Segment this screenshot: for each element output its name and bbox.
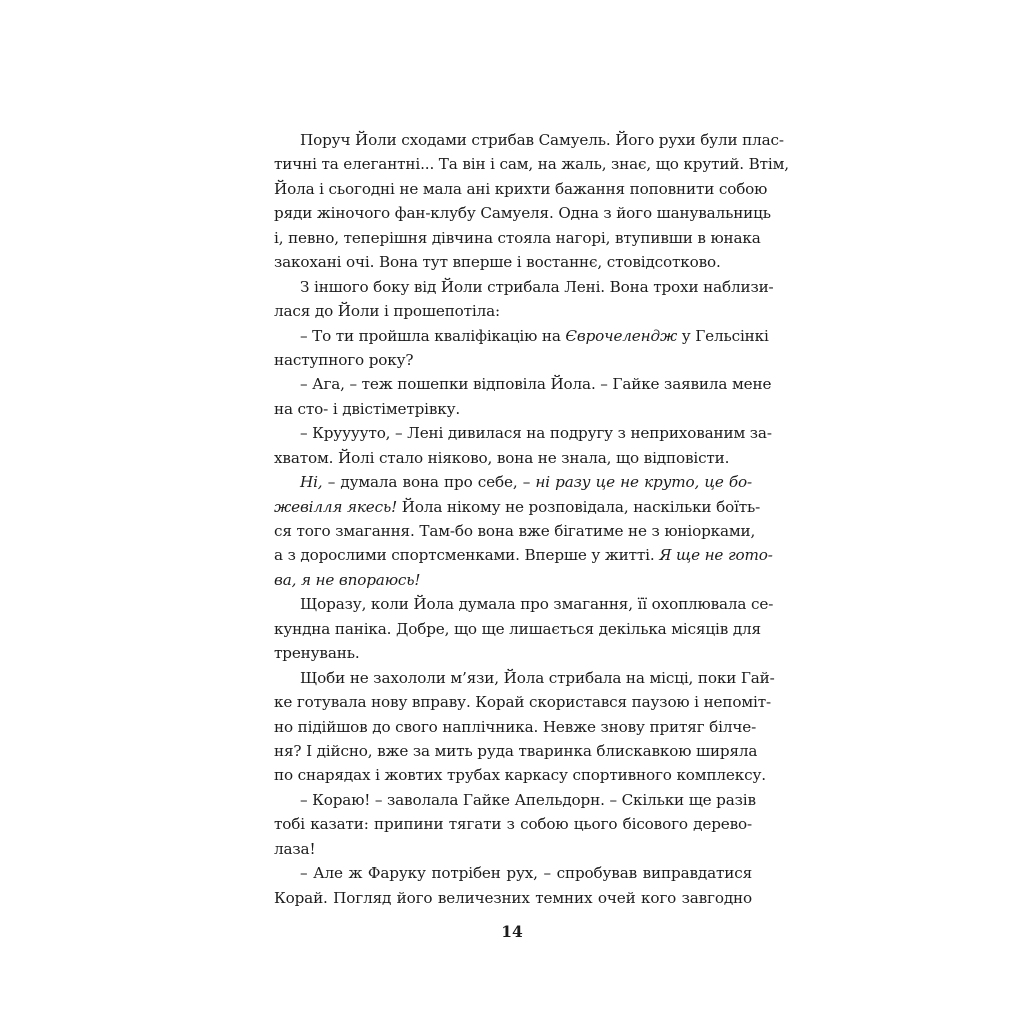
text-line — [274, 226, 761, 250]
text-run: тичні та елегантні... Та він і сам, на жаль, знає, що крутий. Втім, — [274, 155, 789, 174]
text-run: ся того змагання. Там-бо вона вже бігатиме не з юніорками, — [274, 522, 756, 540]
text-line — [274, 617, 761, 641]
text-run: – То ти пройшла кваліфікацію на — [300, 326, 566, 345]
text-line — [274, 763, 766, 787]
text-line — [274, 421, 772, 445]
text-line — [274, 788, 756, 812]
text-run: Щоби не захололи м’язи, Йола стрибала на місці, поки Гай- — [300, 668, 775, 687]
body-text — [274, 128, 789, 910]
italic-text: Єврочелендж — [565, 326, 678, 345]
text-run: у Гельсінкі — [677, 326, 769, 345]
text-line — [274, 495, 761, 519]
text-line — [274, 886, 752, 910]
text-line — [274, 812, 752, 836]
text-line — [274, 519, 756, 543]
text-run: ряди жіночого фан-клубу Самуеля. Одна з його шанувальниць — [274, 204, 771, 223]
text-line — [274, 837, 752, 861]
text-line — [274, 348, 752, 372]
text-line — [274, 128, 784, 152]
text-run: – Ага, – теж пошепки відповіла Йола. – Гайке заявила мене — [300, 375, 772, 394]
text-line — [274, 666, 775, 690]
text-run: Йола і сьогодні не мала ані крихти бажання поповнити собою — [274, 179, 768, 198]
text-run: лася до Йоли і прошепотіла: — [274, 302, 501, 321]
italic-text: Я ще не гото- — [659, 546, 773, 565]
italic-text: ва, я не впораюсь! — [274, 570, 421, 589]
text-run: ня? І дійсно, вже за мить руда тваринка блискавкою ширяла — [274, 741, 758, 760]
text-line — [274, 861, 752, 885]
text-run: – Кораю! – заволала Гайке Апельдорн. – Скільки ще разів — [300, 790, 756, 809]
text-line — [274, 568, 752, 592]
text-line — [274, 446, 752, 470]
text-line — [274, 250, 752, 274]
italic-text: ні разу це не круто, це бо- — [535, 473, 752, 492]
text-run: закохані очі. Вона тут вперше і востаннє, стовідсотково. — [274, 253, 721, 272]
text-line — [274, 275, 774, 299]
text-line — [274, 152, 789, 176]
text-line — [274, 201, 771, 225]
text-line — [274, 177, 768, 201]
text-run: по снарядах і жовтих трубах каркасу спортивного комплексу. — [274, 766, 766, 785]
text-run: тренувань. — [274, 644, 360, 663]
text-run: і, певно, теперішня дівчина стояла нагорі, втупивши в юнака — [274, 228, 761, 247]
text-run: наступного року? — [274, 350, 414, 369]
text-run: – Крууууто, – Лені дивилася на подругу з неприхованим за- — [300, 424, 772, 443]
text-run: Щоразу, коли Йола думала про змагання, її охоплювала се- — [300, 595, 774, 614]
text-run: ке готувала нову вправу. Корай скористався паузою і непоміт- — [274, 693, 771, 712]
text-line — [274, 715, 757, 739]
text-line — [274, 397, 752, 421]
text-run: З іншого боку від Йоли стрибала Лені. Вона трохи наблизи- — [300, 277, 774, 296]
text-run: тобі казати: припини тягати з собою цього бісового дерево- — [274, 815, 752, 834]
text-run: Корай. Погляд його величезних темних очей кого завгодно — [274, 888, 752, 907]
text-line — [274, 690, 771, 714]
text-run: кундна паніка. Добре, що ще лишається декілька місяців для — [274, 619, 761, 638]
text-line — [274, 592, 774, 616]
text-line — [274, 324, 769, 348]
text-run: а з дорослими спортсменками. Вперше у житті. — [274, 546, 660, 565]
text-run: на сто- і двістіметрівку. — [274, 399, 461, 418]
text-line — [274, 299, 752, 323]
text-run: – Але ж Фаруку потрібен рух, – спробував виправдатися — [300, 864, 752, 883]
text-run: Поруч Йоли сходами стрибав Самуель. Його рухи були плас- — [300, 131, 784, 149]
italic-text: жевілля якесь! — [274, 497, 398, 516]
text-line — [274, 543, 773, 567]
italic-text: Ні, — [300, 473, 323, 492]
page-number: 14 — [501, 922, 523, 941]
text-run: лаза! — [274, 839, 316, 858]
text-line — [274, 470, 752, 494]
text-line — [274, 739, 758, 763]
text-run: Йола нікому не розповідала, наскільки боїть- — [397, 497, 761, 516]
text-run: но підійшов до свого наплічника. Невже знову притяг білче- — [274, 717, 757, 736]
text-run: – думала вона про себе, – — [322, 473, 536, 492]
text-line — [274, 641, 752, 665]
text-line — [274, 372, 772, 396]
text-run: хватом. Йолі стало ніяково, вона не знала, що відповісти. — [274, 448, 730, 467]
